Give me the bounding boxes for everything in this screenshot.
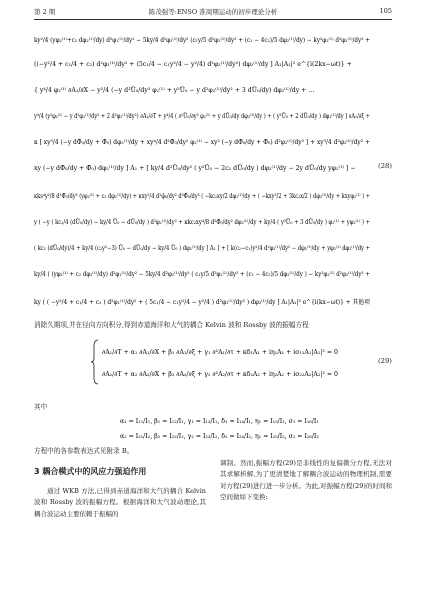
eq28-line-text: { y⁴/4 φ₂⁽¹⁾ ∂A₁/∂X − y²/4 (−y d²Ū₀/dy² φ₂⁽¹⁾ + y²Ū₀ − y d²φ₂⁽¹⁾/dy² + 3 dŪ₀/dy) dφ₂⁽¹⁾/dy + … <box>34 87 315 94</box>
eq28-line <box>34 130 372 152</box>
eq28-line-text: ky/4 ( (yφ₂⁽¹⁾ + c₂ dφ₂⁽¹⁾/dy) d²φ₁⁽¹⁾/dy² − 5ky/4 d²φ₂⁽¹⁾/dy² ( c₁y/5 d²φ₂⁽¹⁾/dy² + (c₁ − 4c₂)/5 dφ₂⁽¹⁾/dy ) − ky²φ₂⁽¹⁾ d²φ₂⁽¹⁾/dy² + <box>34 271 370 278</box>
coef-line-2: α₂ = I₂₁/I₂, β₂ = I₂₂/I₂, γ₂ = I₂₃/I₂, δ₂ = I₂₄/I₂, η₂ = I₂₅/I₂, σ₂ = I₂₆/I₂ <box>120 433 319 440</box>
issue-number: 第 2 期 <box>34 8 56 16</box>
eq28-line-text: ky²/4 (yφ₂⁽¹⁾+c₂ dφ₂⁽¹⁾/dy) d²φ₁⁽¹⁾/dy² − 5ky/4 d²φ₂⁽¹⁾/dy² (c₁y/5 d²φ₂⁽¹⁾/dy² + (c₁ − 4c₂)/5 dφ₂⁽¹⁾/dy) − ky²φ₂⁽¹⁾ d²φ₂⁽¹⁾/dy² + <box>34 37 370 44</box>
eq28-line-text: y⁴/4 (y²φ₂⁽¹⁾ − y d²φ₂⁽¹⁾/dy² + 2 d²φ₂⁽¹⁾/dy²) ∂A₁/∂T + y⁴/4 ( ∂²Ū₀/∂y² φ₂⁽¹⁾ + y dŪ₀/dy dφ₂⁽¹⁾/dy ) + ( y²Ū₀ + 2 dŪ₀/dy ) dφ₂⁽¹⁾/dy ] ∂A₁/∂ξ + <box>33 113 370 120</box>
eq28-line-text: κ [ xy³/4 (−y dΦ̄₀/dy + Φ̄₀) dφ₂⁽¹⁾/dy + xy⁴/4 d²Φ̄₀/dy² φ₂⁽¹⁾ − xy² (−y dΦ̄₀/dy + Φ̄₀) d²φ₂⁽¹⁾/dy² ] + xy³/4 d²φ₂⁽¹⁾/dy² + <box>34 139 370 146</box>
coefficient-definitions <box>120 412 340 442</box>
paragraph: 调制。然而,振幅方程(29)是非线性的复偏微分方程,无法对其求解析解,为了更清楚地了解耦合波运动的物理机制,需要对方程(29)进行进一步分析。为此,对振幅方程(29)的时间和空间做如下变换: <box>220 459 392 502</box>
eq28-line-text: xy (−y dΦ̄₀/dy + Φ̄₀) dφ₂⁽¹⁾/dy ] A₁ + [ ky/4 d²Ū₀/dy² ( y²Ū₀ − 2c₂ dŪ₀/dy ) dφ₂⁽¹⁾/dy − 2y dŪ₀/dy yφ₂⁽¹⁾ ] − <box>34 165 356 172</box>
paragraph-appendix: 方程中的各参数表达式见附录 B。 <box>34 447 134 455</box>
right-column-text <box>220 458 392 504</box>
section-heading: 3 耦合模式中的风应力强迫作用 <box>34 467 147 476</box>
running-header <box>34 7 392 20</box>
eq29-line-1: ∂A₁/∂T + α₁ ∂A₁/∂X + β₁ ∂A₁/∂ξ + γ₁ ∂²A₁/∂τ + κδ₁A₁ + iη₁A₁ + iσ₁₁A₁|A₁|² = 0 <box>102 349 338 356</box>
equation-number: (29) <box>378 357 392 365</box>
page-number: 105 <box>379 7 392 15</box>
eq28-line <box>34 104 372 126</box>
paragraph-eliminate-secular: 消除久期项,并在径向方向积分,得到赤道海洋和大气的耦合 Kelvin 波和 Rossby 波的振幅方程 <box>34 321 309 329</box>
eq28-line <box>34 78 372 100</box>
eq28-line <box>34 52 372 74</box>
paragraph-where: 其中 <box>34 403 48 411</box>
left-column-text <box>34 486 206 520</box>
left-brace <box>91 340 98 384</box>
running-title: 陈茂强等:ENSO 准周期运动的初步理论分析 <box>148 8 278 16</box>
eq28-line <box>34 28 372 50</box>
eq28-line <box>34 236 372 258</box>
eq28-line <box>34 262 372 284</box>
eq28-line-text: ky ( ( −y²/4 + c₁/4 + c₂ ) d²φ₁⁽¹⁾/dy² + ( 5c₁/4 − c₁y²/4 − y²/4 ) d²φ₂⁽¹⁾/dy² ) dφ₂⁽¹⁾/dy ] A₁|A₁|² e^{i(kx−ωt)} + 其他项 <box>34 299 390 306</box>
eq28-line-text: y ( −y ( kc₂/4 (dŪ₀/dy) − ky/4 Ū₀ − dŪ₀/dy ) d²φ₂⁽¹⁾/dy² + κkc₂xy⁴/8 d²Φ̄₀/dy² dφ₂⁽¹⁾/dy + ky/4 ( y²Ū₀ + 3 dŪ₀/dy ) φ₂⁽¹⁾ + yφ₂⁽¹⁾ ) + <box>33 219 370 226</box>
equation-number: (28) <box>378 162 392 170</box>
equation-29 <box>90 336 340 388</box>
coef-line-1: α₁ = I₁₁/I₁, β₁ = I₁₂/I₁, γ₁ = I₁₃/I₁, δ₁ = I₁₄/I₁, η₁ = I₁₅/I₁, σ₁ = I₁₆/I₁ <box>120 418 319 425</box>
eq29-line-2: ∂A₂/∂T + α₂ ∂A₂/∂X + β₂ ∂A₂/∂ξ + γ₂ ∂²A₂/∂τ + κδ₂A₂ + iη₂A₂ + iσ₂₂A₂|A₂|² = 0 <box>102 371 338 378</box>
equation-28 <box>34 28 392 333</box>
paragraph: 通过 WKB 方法,已得到赤道海洋和大气的耦合 Kelvin 波和 Rossby 波的振幅方程。根据海洋和大气波动理论,其耦合波运动主要依赖于振幅的 <box>34 487 206 518</box>
eq28-line <box>34 210 372 232</box>
eq28-line <box>34 156 372 178</box>
eq28-line-text: ((−y²/4 + c₁/4 + c₂) d²φ₁⁽¹⁾/dy² + (5c₁/4 − c₁y²/4 − y²/4) d²φ₂⁽¹⁾/dy²) dφ₂⁽¹⁾/dy ] A₁|A₁|² e^{i(2kx−ωt)} + <box>34 61 352 68</box>
eq28-line-text: κks⁴y²/8 d³Φ̄₀/dy³ (yφ₂⁽¹⁾ + c₂ dφ₂⁽¹⁾/dy) + κxy²/4 d²φ̄₀/dy² d³Φ̄₀/dy³ ( −kc₂xy/2 dφ₂⁽¹⁾/dy + ( −kxy²/2 + 3kc₂x/2 ) dφ₂⁽¹⁾/dy + kxyφ₂⁽¹⁾ ) + <box>34 193 370 200</box>
eq28-line <box>34 184 372 206</box>
eq28-line <box>34 290 390 312</box>
eq28-line-text: ( kc₂ (dŪ₀/dy)/4 + ky/4 (c₂y²−3) Ū₀ − dŪ₀/dy − ky/4 Ū₀ ) dφ₂⁽¹⁾/dy ] A₁ ] + [ k(c₂−c₁)y²/4 d²φ₂⁽¹⁾/dy² − dφ₂⁽¹⁾/dy + yφ₂⁽¹⁾ dφ₂⁽¹⁾/dy + <box>34 245 370 252</box>
